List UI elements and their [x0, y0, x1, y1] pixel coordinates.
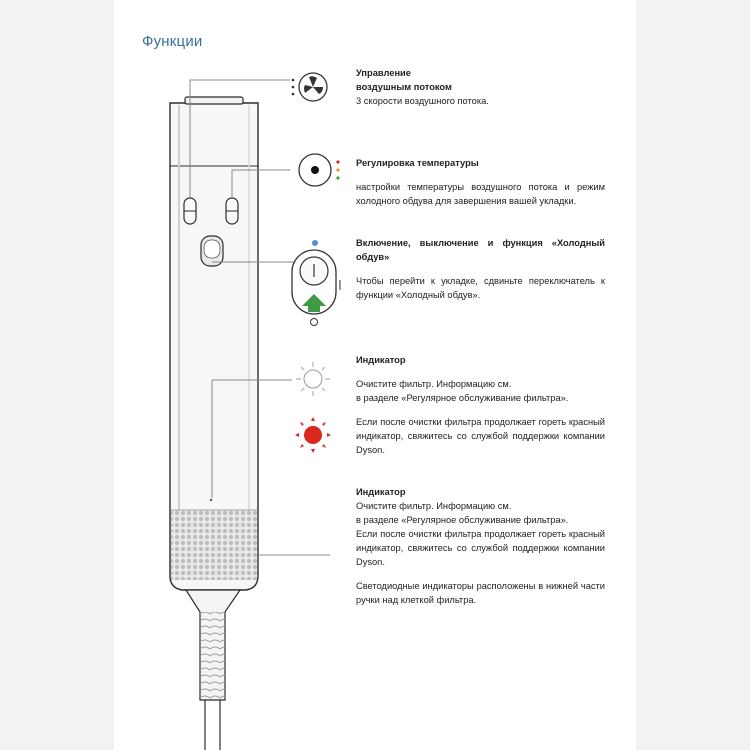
indicator-2-red-text: Если после очистки фильтра продолжает гореть красный индикатор, свяжитесь со службой поддержки компании Dyson.: [356, 529, 605, 567]
page-title: Функции: [142, 33, 203, 50]
temperature-body: настройки температуры воздушного потока и режим холодного обдува для завершения вашей укладки.: [356, 182, 605, 206]
airflow-section: [356, 66, 605, 108]
power-section: [356, 236, 605, 302]
temperature-dial-icon: [299, 154, 340, 186]
indicator-heading-2: Индикатор: [356, 487, 406, 497]
indicator-heading-1: Индикатор: [356, 355, 406, 365]
temperature-heading: Регулировка температуры: [356, 158, 479, 168]
fan-icon: [292, 73, 327, 101]
power-heading: Включение, выключение и функция «Холодный обдув»: [356, 238, 605, 262]
temperature-button: [226, 198, 238, 224]
airflow-heading-2: воздушным потоком: [356, 82, 452, 92]
indicator-2-line1: Очистите фильтр. Информацию см.: [356, 501, 512, 511]
airflow-heading-1: Управление: [356, 68, 411, 78]
airflow-button: [184, 198, 196, 224]
indicator-1-red-text: Если после очистки фильтра продолжает гореть красный индикатор, свяжитесь со службой поддержки компании Dyson.: [356, 417, 605, 455]
white-light-icon: [296, 362, 330, 396]
power-cable: [186, 590, 240, 750]
temperature-section: [356, 156, 605, 208]
red-light-icon: [295, 417, 331, 453]
indicator-section-1: [356, 353, 605, 457]
led-note: Светодиодные индикаторы расположены в нижней части ручки над клеткой фильтра.: [356, 581, 605, 605]
indicator-1-line1: Очистите фильтр. Информацию см.: [356, 379, 512, 389]
filter-cage: [171, 510, 257, 580]
power-body: Чтобы перейти к укладке, сдвиньте переключатель к функции «Холодный обдув».: [356, 276, 605, 300]
indicator-section-2: [356, 485, 605, 607]
airflow-body: 3 скорости воздушного потока.: [356, 96, 489, 106]
power-switch-icon: [292, 240, 340, 326]
led-dot: [210, 499, 212, 501]
indicator-1-line2: в разделе «Регулярное обслуживание фильтра».: [356, 393, 569, 403]
indicator-2-line2: в разделе «Регулярное обслуживание фильтра».: [356, 515, 569, 525]
